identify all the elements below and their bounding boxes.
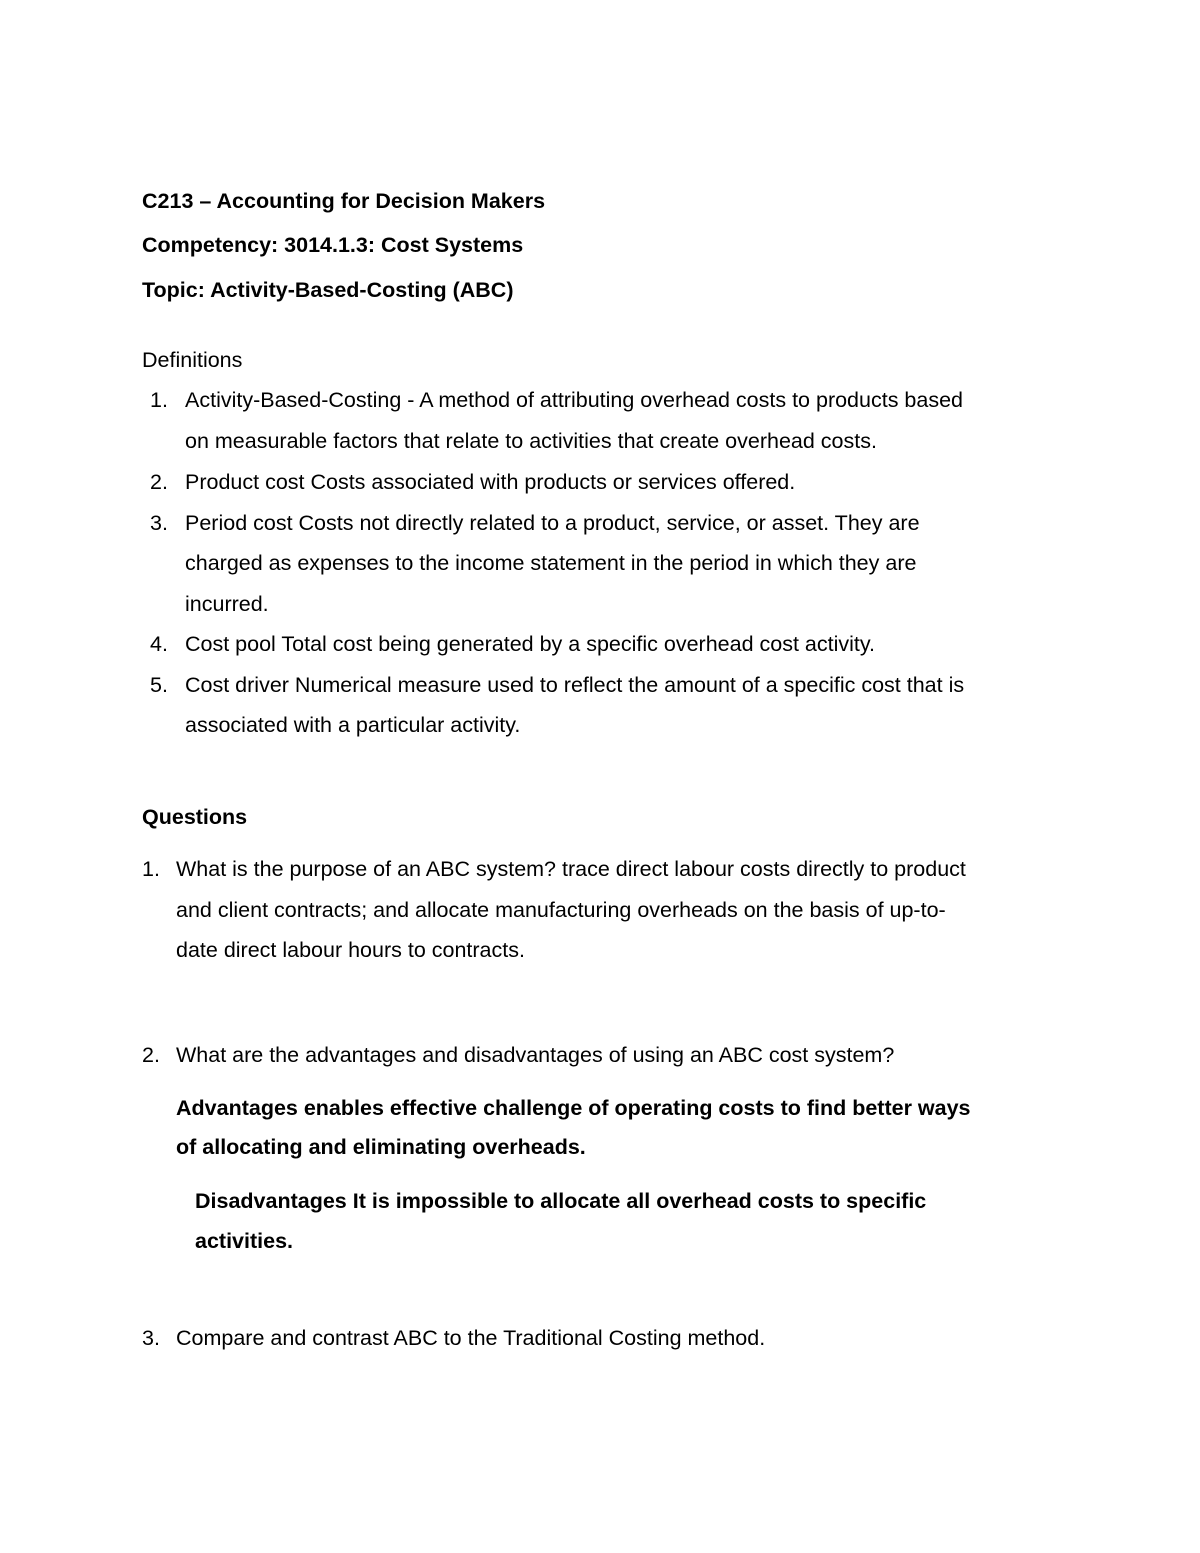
definition-text: Cost driver Numerical measure used to reflect the amount of a specific cost that is xyxy=(185,673,965,697)
definition-text: Period cost Costs not directly related to a product, service, or asset. They are xyxy=(185,511,920,535)
question-text: date direct labour hours to contracts. xyxy=(176,938,525,962)
definitions-heading: Definitions xyxy=(142,348,243,372)
topic-line: Topic: Activity-Based-Costing (ABC) xyxy=(142,278,514,302)
advantages-text: Advantages enables effective challenge of operating costs to find better ways xyxy=(176,1096,971,1120)
list-number: 3. xyxy=(142,1326,160,1350)
definition-text: Product cost Costs associated with products or services offered. xyxy=(185,470,796,494)
list-number: 2. xyxy=(150,470,168,494)
disadvantages-text: activities. xyxy=(195,1229,293,1253)
definition-text: Activity-Based-Costing - A method of attributing overhead costs to products based xyxy=(185,388,963,412)
list-number: 1. xyxy=(142,857,160,881)
definition-text: associated with a particular activity. xyxy=(185,713,521,737)
definition-text: incurred. xyxy=(185,592,269,616)
list-number: 3. xyxy=(150,511,168,535)
definition-text: on measurable factors that relate to activities that create overhead costs. xyxy=(185,429,877,453)
question-text: What is the purpose of an ABC system? trace direct labour costs directly to product xyxy=(176,857,966,881)
question-text: Compare and contrast ABC to the Traditional Costing method. xyxy=(176,1326,766,1350)
list-number: 1. xyxy=(150,388,168,412)
list-number: 5. xyxy=(150,673,168,697)
course-title: C213 – Accounting for Decision Makers xyxy=(142,189,546,213)
list-number: 4. xyxy=(150,632,168,656)
questions-heading: Questions xyxy=(142,805,248,829)
definition-text: charged as expenses to the income statement in the period in which they are xyxy=(185,551,917,575)
competency-line: Competency: 3014.1.3: Cost Systems xyxy=(142,233,524,257)
advantages-text: of allocating and eliminating overheads. xyxy=(176,1135,586,1159)
question-text: and client contracts; and allocate manufacturing overheads on the basis of up-to- xyxy=(176,898,946,922)
question-text: What are the advantages and disadvantages of using an ABC cost system? xyxy=(176,1043,895,1067)
definition-text: Cost pool Total cost being generated by a specific overhead cost activity. xyxy=(185,632,875,656)
list-number: 2. xyxy=(142,1043,160,1067)
disadvantages-text: Disadvantages It is impossible to allocate all overhead costs to specific xyxy=(195,1189,927,1213)
